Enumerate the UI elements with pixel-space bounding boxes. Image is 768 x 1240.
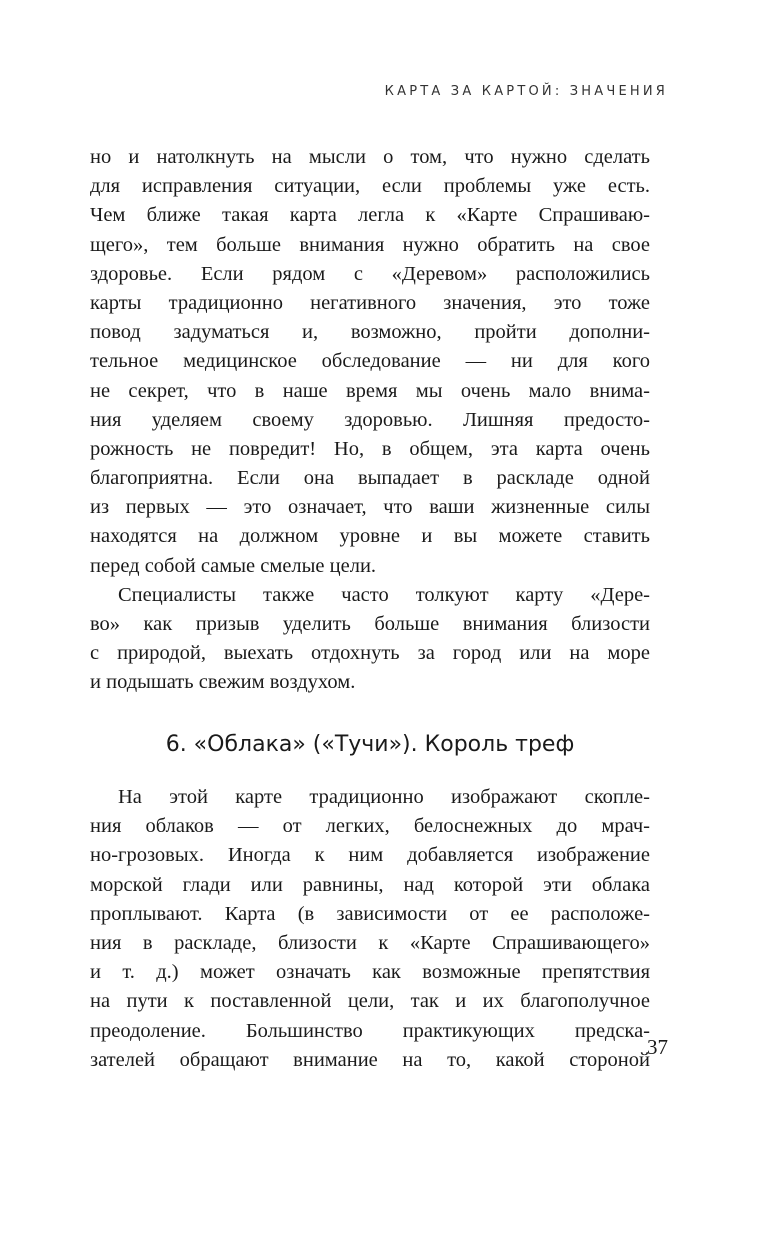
text-line: из первых — это означает, что ваши жизненные силы <box>90 496 650 519</box>
text-line: преодоление. Большинство практикующих предска- <box>90 1019 650 1042</box>
text-line: для исправления ситуации, если проблемы уже есть. <box>90 175 650 198</box>
running-head: КАРТА ЗА КАРТОЙ: ЗНАЧЕНИЯ <box>384 84 668 99</box>
body-text-section-2 <box>90 783 650 1075</box>
text-line: карты традиционно негативного значения, это тоже <box>90 291 650 314</box>
text-line: и подышать свежим воздухом. <box>90 671 356 694</box>
text-line: находятся на должном уровне и вы можете ставить <box>90 525 650 548</box>
text-line: благоприятна. Если она выпадает в раскладе одной <box>90 467 650 490</box>
text-line: на пути к поставленной цели, так и их благополучное <box>90 990 650 1013</box>
text-line: тельное медицинское обследование — ни для кого <box>90 350 650 373</box>
page-number: 37 <box>647 1035 668 1059</box>
body-text-section-1 <box>90 143 650 698</box>
text-line: проплывают. Карта (в зависимости от ее расположе- <box>90 902 650 925</box>
text-line: рожность не повредит! Но, в общем, эта карта очень <box>90 437 650 460</box>
text-line: во» как призыв уделить больше внимания близости <box>90 613 650 635</box>
section-heading: 6. «Облака» («Тучи»). Король треф <box>165 732 575 757</box>
text-line: зателей обращают внимание на то, какой стороной <box>90 1048 650 1071</box>
text-line: перед собой самые смелые цели. <box>90 554 377 577</box>
text-line: ния в раскладе, близости к «Карте Спрашивающего» <box>90 931 650 954</box>
text-line: здоровье. Если рядом с «Деревом» расположились <box>90 262 650 285</box>
text-line: но-грозовых. Иногда к ним добавляется изображение <box>90 844 650 867</box>
text-line: морской глади или равнины, над которой эти облака <box>90 873 650 896</box>
text-line: и т. д.) может означать как возможные препятствия <box>90 961 650 984</box>
text-line: не секрет, что в наше время мы очень мало внима- <box>90 379 650 402</box>
text-line: повод задуматься и, возможно, пройти дополни- <box>90 321 650 344</box>
text-line: щего», тем больше внимания нужно обратить на свое <box>90 233 650 256</box>
text-line: но и натолкнуть на мысли о том, что нужно сделать <box>90 146 650 168</box>
text-line: Чем ближе такая карта легла к «Карте Спрашиваю- <box>90 204 650 227</box>
text-line: Специалисты также часто толкуют карту «Дере- <box>118 583 650 606</box>
text-line: с природой, выехать отдохнуть за город или на море <box>90 642 650 665</box>
text-line: ния уделяем своему здоровью. Лишняя предосто- <box>90 408 650 431</box>
text-line: ния облаков — от легких, белоснежных до мрач- <box>90 815 650 838</box>
text-line: На этой карте традиционно изображают скопле- <box>118 786 650 808</box>
